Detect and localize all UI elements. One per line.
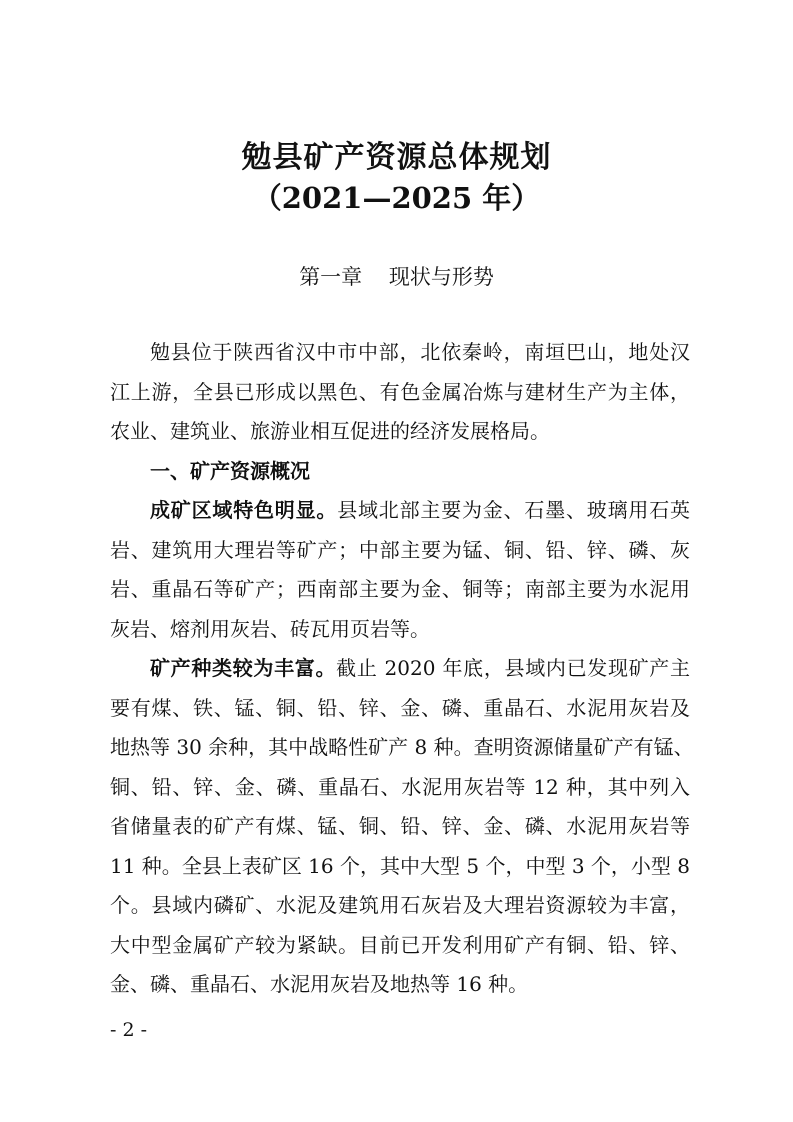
paragraph-1-line <box>110 491 690 531</box>
intro-line: 江上游，全县已形成以黑色、有色金属冶炼与建材生产为主体， <box>110 379 690 404</box>
paragraph-2-line: 要有煤、铁、锰、铜、铅、锌、金、磷、重晶石、水泥用灰岩及 <box>110 695 690 720</box>
intro-line: 勉县位于陕西省汉中市中部，北依秦岭，南垣巴山，地处汉 <box>150 340 690 364</box>
paragraph-2-line: 11 种。全县上表矿区 16 个，其中大型 5 个，中型 3 个，小型 8 <box>110 853 690 878</box>
intro-line: 农业、建筑业、旅游业相互促进的经济发展格局。 <box>110 419 550 443</box>
section-heading <box>110 452 690 492</box>
paragraph-2-line: 金、磷、重晶石、水泥用灰岩及地热等 16 种。 <box>110 972 529 996</box>
document-title: 勉县矿产资源总体规划 <box>241 140 552 175</box>
paragraph-1-line: 灰岩、熔剂用灰岩、砖瓦用页岩等。 <box>110 616 430 641</box>
paragraph-2-line: 大中型金属矿产较为紧缺。目前已开发利用矿产有铜、铅、锌、 <box>110 932 690 957</box>
paragraph-2-line: 个。县域内磷矿、水泥及建筑用石灰岩及大理岩资源较为丰富， <box>110 893 690 917</box>
paragraph-2-line: 铜、铅、锌、金、磷、重晶石、水泥用灰岩等 12 种，其中列入 <box>110 774 690 799</box>
paragraph-2-lead: 矿产种类较为丰富。 <box>150 656 337 680</box>
paragraph-1-line: 岩、建筑用大理岩等矿产；中部主要为锰、铜、铅、锌、磷、灰 <box>110 537 690 562</box>
document-subtitle: （2021—2025 年） <box>252 181 541 215</box>
paragraph-1-first-line-text: 县域北部主要为金、石墨、玻璃用石英 <box>337 498 691 522</box>
paragraph-2-line: 省储量表的矿产有煤、锰、铜、铅、锌、金、磷、水泥用灰岩等 <box>110 814 690 838</box>
paragraph-1-line: 岩、重晶石等矿产；西南部主要为金、铜等；南部主要为水泥用 <box>110 577 690 601</box>
chapter-heading: 第一章 现状与形势 <box>299 265 494 289</box>
document-body <box>110 333 694 1005</box>
page-number: - 2 - <box>110 1019 148 1041</box>
paragraph-2-first-line-text: 截止 2020 年底，县域内已发现矿产主 <box>336 656 690 680</box>
paragraph-2-line <box>110 649 690 689</box>
paragraph-2-line: 地热等 30 余种，其中战略性矿产 8 种。查明资源储量矿产有锰、 <box>110 735 694 759</box>
section-heading-text: 一、矿产资源概况 <box>150 458 310 483</box>
paragraph-1-lead: 成矿区域特色明显。 <box>150 498 338 522</box>
